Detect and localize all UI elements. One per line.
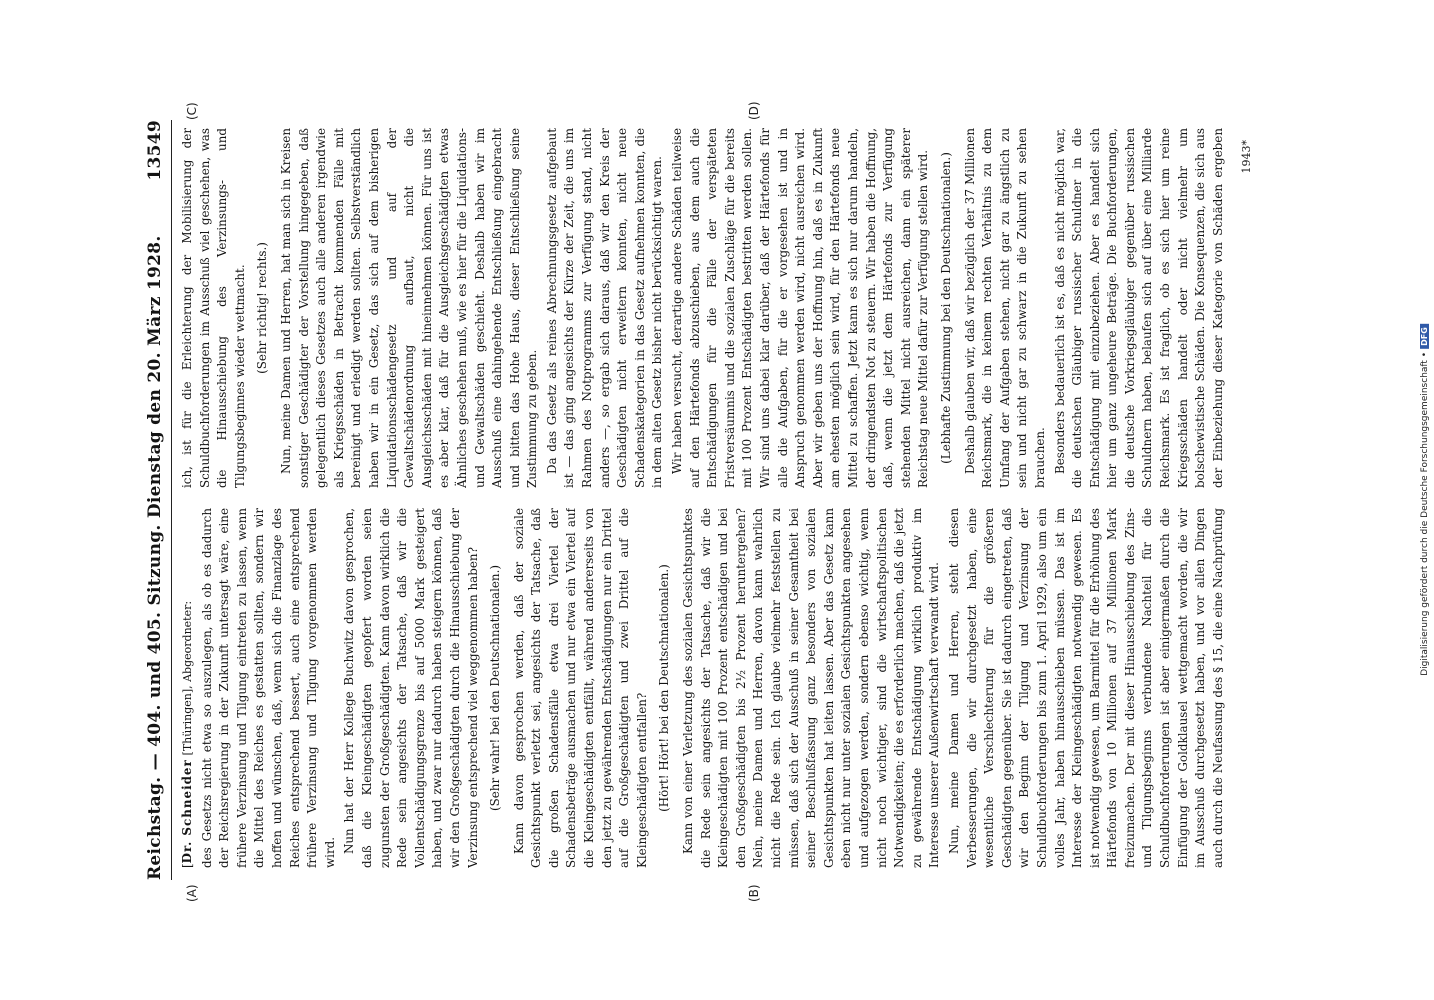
speaker-name: Dr. Schneider [180,759,194,864]
paragraph: Kann davon gesprochen werden, daß der soziale Gesichtspunkt verletzt sei, angesichts der Tatsache, daß die großen Schadensfälle etwa drei Viertel der Schadensbeträge ausmachen und nur etwa ein Viertel auf die Kleingeschädigten entfällt, während andererseits von den jetzt zu gewährenden Entschädigungen nur ein Drittel auf die Großgeschädigten und zwei Drittel auf die Kleingeschädigten entfallen? [511,508,649,868]
signature-mark: 1943* [1240,140,1253,174]
margin-label-b: (B) [747,884,761,902]
paragraph: Besonders bedauerlich ist es, daß es nicht möglich war, die deutschen Gläubiger russischer Schuldner in die Entschädigung mit einzubeziehen. Aber es handelt sich hier um ganz ungeheure Beträge. Die Buchforderungen, die deutsche Vorkriegsgläubiger gegenüber russischen Schuldnern haben, belaufen sich auf über eine Milliarde Reichsmark. Es ist fraglich, ob es sich hier um reine Kriegsschäden handelt oder nicht vielmehr um bolschewistische Schäden. Die Konsequenzen, die sich aus der Einbeziehung dieser Kategorie von Schäden ergeben [1052,128,1225,488]
paragraph: Da das Gesetz als reines Abrechnungsgesetz aufgebaut ist — das ging angesichts der Kürze der Zeit, die uns im Rahmen des Notprogramms zur Verfügung stand, nicht anders —, so ergab sich daraus, daß wir den Kreis der Geschädigten nicht erweitern konnten, nicht neue Schadenskategorien in das Gesetz aufnehmen konnten, die in dem alten Gesetz bisher nicht berücksichtigt waren. [544,128,665,488]
paragraph: ich, ist für die Erleichterung der Mobilisierung der Schuldbuchforderungen im Ausschuß viel geschehen, was die Hinausschiebung des Verzinsungs- und Tilgungsbeginnes wieder wettmacht. [180,128,247,488]
interjection: (Sehr wahr! bei den Deutschnationalen.) [488,565,503,812]
speaker-note: [Thüringen], Abgeordneter: [181,600,194,756]
paragraph: Deshalb glauben wir, daß wir bezüglich der 37 Millionen Reichsmark, die in keinem rechten Verhältnis zu dem Umfang der Aufgaben stehen, nicht gar zu ängstlich zu sein und nicht gar zu schwarz in die Zukunft zu sehen brauchen. [962,128,1047,488]
credit-text: Digitalisierung gefördert durch die Deutsche Forschungsgemeinschaft • [1420,351,1430,676]
page-header [141,120,172,880]
interjection: (Hört! Hört! bei den Deutschnationalen.) [657,564,672,812]
paragraph: Kann von einer Verletzung des sozialen Gesichtspunktes die Rede sein angesichts der Tatsache, daß wir die Kleingeschädigten mit 100 Prozent entschädigen und bei den Großgeschädigten bis 2½ Prozent heruntergehen? Nein, meine Damen und Herren, davon kann wahrlich nicht die Rede sein. Ich glaube vielmehr feststellen zu müssen, daß sich der Ausschuß in seiner Gesamtheit bei seiner Beschlußfassung ganz besonders von sozialen Gesichtspunkten hat leiten lassen. Aber das Gesetz kann eben nicht nur unter sozialen Gesichtspunkten angesehen und aufgezogen werden, sondern ebenso wichtig, wenn nicht noch wichtiger, sind die wirtschaftspolitischen Notwendigkeiten; die es erforderlich machen, daß die jetzt zu gewährende Entschädigung wirklich produktiv im Interesse unserer Außenwirtschaft verwandt wird. [681,508,942,868]
paragraph: Nun, meine Damen und Herren, hat man sich in Kreisen sonstiger Geschädigter der Vorstellung hingegeben, daß gelegentlich dieses Gesetzes auch alle anderen irgendwie als Kriegsschäden in Betracht kommenden Fälle mit bereinigt und erledigt werden sollten. Selbstverständlich haben wir in ein Gesetz, das sich auf dem bisherigen Liquidationsschädengesetz und auf der Gewaltschädenordnung aufbaut, nicht die Ausgleichsschäden mit hineinnehmen können. Für uns ist es aber klar, daß für die Ausgleichsgeschädigten etwas Ähnliches geschehen muß, wie es hier für die Liquidations- und Gewaltschäden geschieht. Deshalb haben wir im Ausschuß eine dahingehende Entschließung eingebracht und bitten das Hohe Haus, dieser Entschließung seine Zustimmung zu geben. [278,128,540,488]
page-title: Reichstag. — 404. und 405. Sitzung. Dienstag den 20. März 1928. [145,235,165,880]
paragraph: Nun hat der Herr Kollege Buchwitz davon gesprochen, daß die Kleingeschädigten geopfert worden seien zugunsten der Großgeschädigten. Kann davon wirklich die Rede sein angesichts der Tatsache, daß wir die Vollentschädigungsgrenze bis auf 5000 Mark gesteigert haben, und zwar nur dadurch haben steigern können, daß wir den Großgeschädigten durch die Hinausschiebung der Verzinsung entsprechend viel weggenommen haben? [342,508,480,868]
credit-line [1420,324,1430,676]
paragraph: des Gesetzs nicht etwa so auszulegen, als ob es dadurch der Reichsregierung in der Zukunft untersagt wäre, eine frühere Verzinsung und Tilgung eintreten zu lassen, wenn die Mittel des Reiches es gestatten sollten, sondern wir hoffen und wünschen, daß, wenn sich die Finanzlage des Reiches entsprechend bessert, auch eine entsprechend frühere Verzinsung und Tilgung vorgenommen werden wird. [199,508,337,868]
dfg-logo: DFG [1420,324,1429,349]
interjection: (Lebhafte Zustimmung bei den Deutschnationalen.) [938,152,953,464]
rotated-page [127,80,1307,920]
paragraph: Wir haben versucht, derartige andere Schäden teilweise auf den Härtefonds abzuschieben, aus dem auch die Entschädigungen für die Fälle der verspäteten Fristversäumnis und die sozialen Zuschläge für die bereits mit 100 Prozent Entschädigten bestritten werden sollen. Wir sind uns dabei klar darüber, daß der Härtefonds für alle die Aufgaben, für die er vorgesehen ist und in Anspruch genommen werden wird, nicht ausreichen wird. Aber wir geben uns der Hoffnung hin, daß es in Zukunft am ehesten möglich sein wird, für den Härtefonds neue Mittel zu schaffen. Jetzt kann es sich nur darum handeln, der dringendsten Not zu steuern. Wir haben die Hoffnung, daß, wenn die jetzt dem Härtefonds zur Verfügung stehenden Mittel nicht ausreichen, dann ein späterer Reichstag neue Mittel dafür zur Verfügung stellen wird. [670,128,931,488]
interjection: (Sehr richtig! rechts.) [255,242,270,374]
margin-label-c: (C) [185,102,199,120]
right-column [179,128,1229,488]
left-column [179,508,1229,868]
margin-label-d: (D) [747,101,761,120]
digitization-credit [1417,8,1433,992]
page-number: 13549 [145,120,165,181]
margin-label-a: (A) [185,884,199,902]
speaker-line: [Dr. Schneider [Thüringen], Abgeordneter: [180,600,194,868]
paragraph: Nun, meine Damen und Herren, steht diesen Verbesserungen, die wir durchgesetzt haben, eine wesentliche Verschlechterung für die größeren Geschädigten gegenüber. Sie ist dadurch eingetreten, daß wir den Beginn der Tilgung und Verzinsung der Schuldbuchforderungen bis zum 1. April 1929, also um ein volles Jahr, haben hinausschieben müssen. Das ist im Interesse der Kleingeschädigten notwendig gewesen. Es ist notwendig gewesen, um Barmittel für die Erhöhung des Härtefonds von 10 Millionen auf 37 Millionen Mark freizumachen. Der mit dieser Hinausschiebung des Zins- und Tilgungsbeginns verbundene Nachteil für die Schuldbuchforderungen ist aber einigermaßen durch die Einfügung der Goldklausel wettgemacht worden, die wir im Ausschuß durchgesetzt haben, und vor allen Dingen auch durch die Neufassung des § 15, die eine Nachprüfung [946,508,1225,868]
